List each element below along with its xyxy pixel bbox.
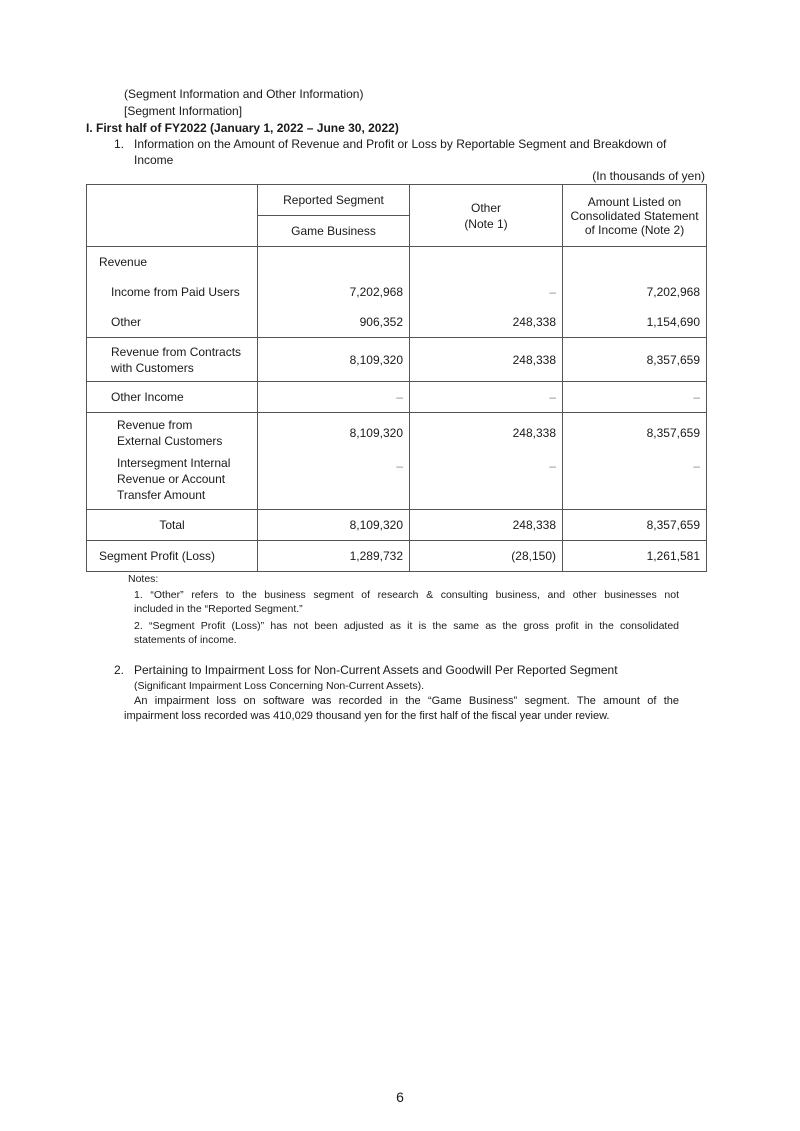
header-game-business: Game Business — [258, 216, 410, 247]
table-row — [87, 382, 707, 413]
other-revenue-other: 248,338 — [512, 315, 556, 329]
other-income-game: – — [258, 382, 410, 413]
table-row — [87, 338, 707, 382]
notes-title: Notes: — [128, 573, 159, 585]
intersegment-consol: – — [693, 459, 700, 473]
item2-title: Pertaining to Impairment Loss for Non-Current Assets and Goodwill Per Reported Segment — [134, 663, 618, 677]
external-intersegment-game — [258, 413, 410, 510]
section-title: I. First half of FY2022 (January 1, 2022 – June 30, 2022) — [86, 121, 399, 135]
intersegment-label-line2: Revenue or Account — [117, 472, 226, 486]
segment-table — [86, 184, 707, 572]
other-income-other: – — [410, 382, 563, 413]
note1-line2: included in the “Reported Segment.” — [134, 603, 303, 615]
contracts-label-line1: Revenue from Contracts — [111, 344, 242, 359]
external-label-line2: External Customers — [117, 434, 223, 448]
other-revenue-consol: 1,154,690 — [646, 315, 700, 329]
profit-label: Segment Profit (Loss) — [87, 541, 258, 572]
revenue-label: Revenue — [99, 255, 148, 269]
table-row — [87, 541, 707, 572]
contracts-label — [87, 338, 258, 382]
item2-number: 2. — [114, 663, 125, 677]
intersegment-label-line3: Transfer Amount — [117, 488, 206, 502]
contracts-game: 8,109,320 — [258, 338, 410, 382]
item1-text: Information on the Amount of Revenue and Profit or Loss by Reportable Segment and Breakdown of — [134, 137, 667, 151]
header-consolidated-line2: Consolidated Statement — [570, 208, 699, 223]
other-revenue-game: 906,352 — [359, 315, 403, 329]
paid-users-consol: 7,202,968 — [646, 285, 700, 299]
intersegment-game: – — [396, 459, 403, 473]
page-number: 6 — [396, 1089, 404, 1105]
note2-line2: statements of income. — [134, 634, 237, 646]
other-income-label: Other Income — [87, 382, 258, 413]
external-game: 8,109,320 — [349, 426, 403, 440]
total-other: 248,338 — [410, 510, 563, 541]
table-row — [87, 510, 707, 541]
note2-line1: 2. “Segment Profit (Loss)” has not been adjusted as it is the same as the gross profit in the consolidated — [134, 620, 679, 632]
paid-users-game: 7,202,968 — [349, 285, 403, 299]
external-intersegment-labels — [87, 413, 258, 510]
revenue-consol-cell — [563, 247, 707, 338]
revenue-other-cell — [410, 247, 563, 338]
segment-info-subheading: [Segment Information] — [124, 104, 243, 118]
item2-subtitle: (Significant Impairment Loss Concerning Non-Current Assets). — [134, 680, 425, 692]
segment-info-heading: (Segment Information and Other Information) — [124, 87, 364, 101]
total-consol: 8,357,659 — [563, 510, 707, 541]
header-other — [410, 185, 563, 247]
header-consolidated-line1: Amount Listed on — [587, 194, 682, 209]
item2-body-line1: An impairment loss on software was recorded in the “Game Business” segment. The amount of the — [134, 695, 679, 707]
revenue-game-cell — [258, 247, 410, 338]
total-label: Total — [87, 510, 258, 541]
profit-other: (28,150) — [410, 541, 563, 572]
external-other: 248,338 — [512, 426, 556, 440]
item2-body-line2: impairment loss recorded was 410,029 thousand yen for the first half of the fiscal year under review. — [124, 710, 610, 722]
table-row — [87, 413, 707, 510]
header-consolidated-line3: of Income (Note 2) — [584, 222, 685, 237]
header-other-line2: (Note 1) — [464, 216, 508, 231]
item1-number: 1. — [114, 137, 125, 151]
paid-users-other: – — [549, 285, 556, 299]
profit-game: 1,289,732 — [258, 541, 410, 572]
external-intersegment-other — [410, 413, 563, 510]
contracts-consol: 8,357,659 — [563, 338, 707, 382]
total-game: 8,109,320 — [258, 510, 410, 541]
note1-line1: 1. “Other” refers to the business segment of research & consulting business, and other businesses not — [134, 589, 679, 601]
header-consolidated — [563, 185, 707, 247]
external-consol: 8,357,659 — [646, 426, 700, 440]
external-label-line1: Revenue from — [117, 418, 193, 432]
contracts-label-line2: with Customers — [111, 360, 194, 375]
other-revenue-label: Other — [111, 315, 142, 329]
item1-text-cont: Income — [134, 153, 174, 167]
header-reported-segment: Reported Segment — [258, 185, 410, 216]
profit-consol: 1,261,581 — [563, 541, 707, 572]
header-blank-cell — [87, 185, 258, 247]
external-intersegment-consol — [563, 413, 707, 510]
intersegment-other: – — [549, 459, 556, 473]
paid-users-label: Income from Paid Users — [111, 285, 240, 299]
contracts-other: 248,338 — [410, 338, 563, 382]
unit-label: (In thousands of yen) — [592, 169, 705, 183]
revenue-labels-cell — [87, 247, 258, 338]
intersegment-label-line1: Intersegment Internal — [117, 456, 231, 470]
other-income-consol: – — [563, 382, 707, 413]
header-other-line1: Other — [470, 200, 501, 215]
table-row — [87, 247, 707, 338]
